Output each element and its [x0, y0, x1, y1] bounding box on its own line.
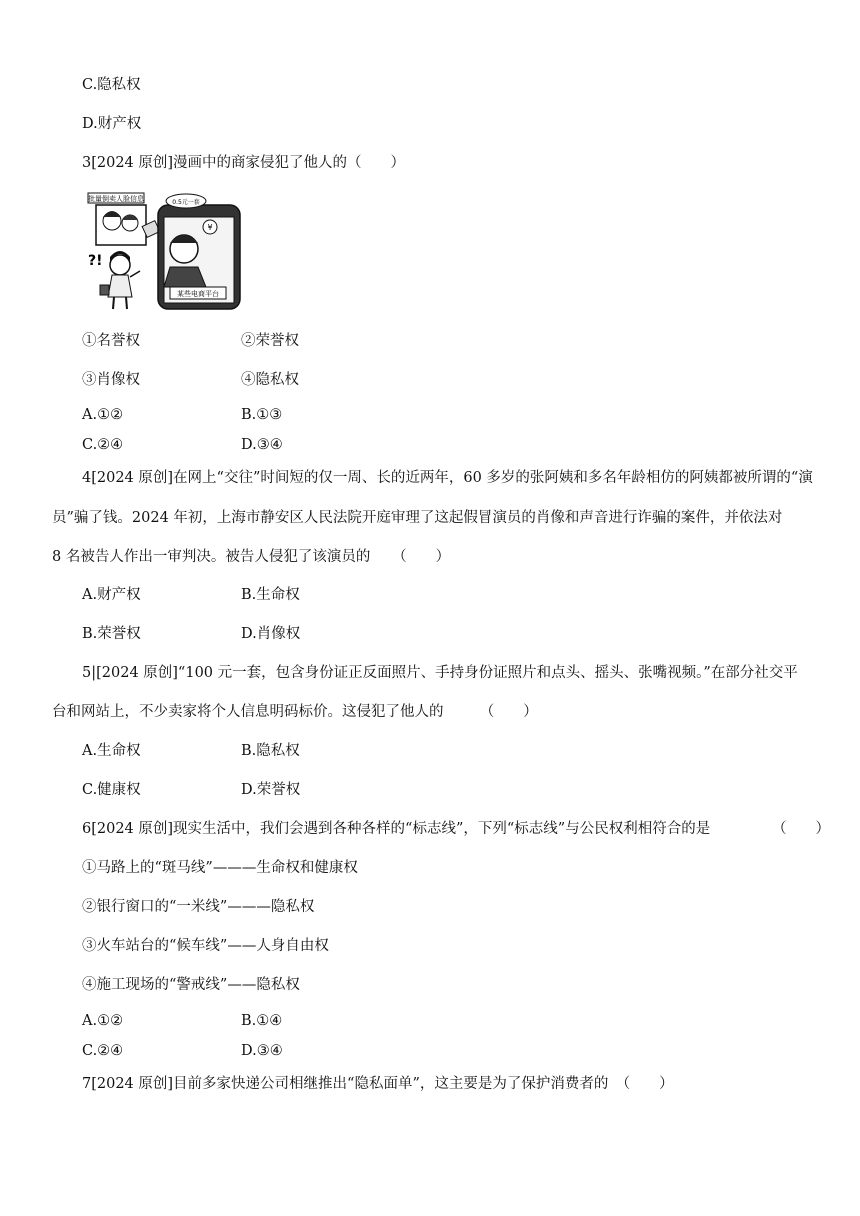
- q4-stem-line-1: 4[2024 原创]在网上“交往”时间短的仅一周、长的近两年，60 多岁的张阿姨和多名年龄相仿的阿姨都被所谓的“演: [82, 470, 813, 486]
- option-d: D.财产权: [82, 116, 142, 132]
- q5-option-c: C.健康权: [82, 782, 141, 798]
- q5-stem-line-1: 5|[2024 原创]“100 元一套，包含身份证正反面照片、手持身份证照片和点头、摇头、张嘴视频。”在部分社交平: [82, 665, 798, 681]
- option-c: C.隐私权: [82, 77, 141, 93]
- q4-stem-line-2: 员”骗了钱。2024 年初，上海市静安区人民法院开庭审理了这起假冒演员的肖像和声音进行诈骗的案件，并依法对: [52, 510, 783, 526]
- q6-option-a: A.①②: [82, 1013, 124, 1029]
- q5-option-b: B.隐私权: [241, 743, 300, 759]
- q5-stem-line-2: 台和网站上，不少卖家将个人信息明码标价。这侵犯了他人的 （ ）: [52, 704, 538, 720]
- q4-option-d: D.肖像权: [241, 626, 301, 642]
- q6-option-b: B.①④: [241, 1013, 283, 1029]
- q3-statement-1: ①名誉权: [82, 333, 140, 349]
- q5-option-a: A.生命权: [82, 743, 141, 759]
- platform-sign: 某些电商平台: [177, 290, 219, 298]
- q4-option-c: B.荣誉权: [82, 626, 141, 642]
- q4-stem-line-3: 8 名被告人作出一审判决。被告人侵犯了该演员的 （ ）: [52, 549, 451, 565]
- q3-option-a: A.①②: [82, 407, 124, 423]
- q6-statement-2: ②银行窗口的“一米线”———隐私权: [82, 899, 315, 915]
- q3-statement-4: ④隐私权: [241, 372, 299, 388]
- q3-statement-3: ③肖像权: [82, 372, 140, 388]
- cartoon-caption: 批量倒卖人脸信息: [88, 195, 144, 203]
- q3-option-b: B.①③: [241, 407, 283, 423]
- q6-statement-1: ①马路上的“斑马线”———生命权和健康权: [82, 860, 358, 876]
- q5-option-d: D.荣誉权: [241, 782, 301, 798]
- question-3-stem: 3[2024 原创]漫画中的商家侵犯了他人的（ ）: [82, 155, 406, 171]
- q3-option-c: C.②④: [82, 437, 124, 453]
- q6-statement-4: ④施工现场的“警戒线”——隐私权: [82, 977, 300, 993]
- q6-option-c: C.②④: [82, 1043, 124, 1059]
- svg-text:?!: ?!: [88, 253, 103, 269]
- q3-statement-2: ②荣誉权: [241, 333, 299, 349]
- q6-answer-paren: （ ）: [772, 821, 830, 837]
- svg-text:¥: ¥: [207, 223, 213, 232]
- q4-option-b: B.生命权: [241, 587, 300, 603]
- price-bubble: 0.5元一套: [172, 199, 200, 206]
- q6-statement-3: ③火车站台的“候车线”——人身自由权: [82, 938, 329, 954]
- q6-option-d: D.③④: [241, 1043, 283, 1059]
- q7-stem: 7[2024 原创]目前多家快递公司相继推出“隐私面单”，这主要是为了保护消费者的 （ ）: [82, 1076, 674, 1092]
- q3-option-d: D.③④: [241, 437, 283, 453]
- cartoon-illustration: [86, 187, 244, 312]
- q6-stem: 6[2024 原创]现实生活中，我们会遇到各种各样的“标志线”，下列“标志线”与公民权利相符合的是: [82, 821, 711, 837]
- q4-option-a: A.财产权: [82, 587, 141, 603]
